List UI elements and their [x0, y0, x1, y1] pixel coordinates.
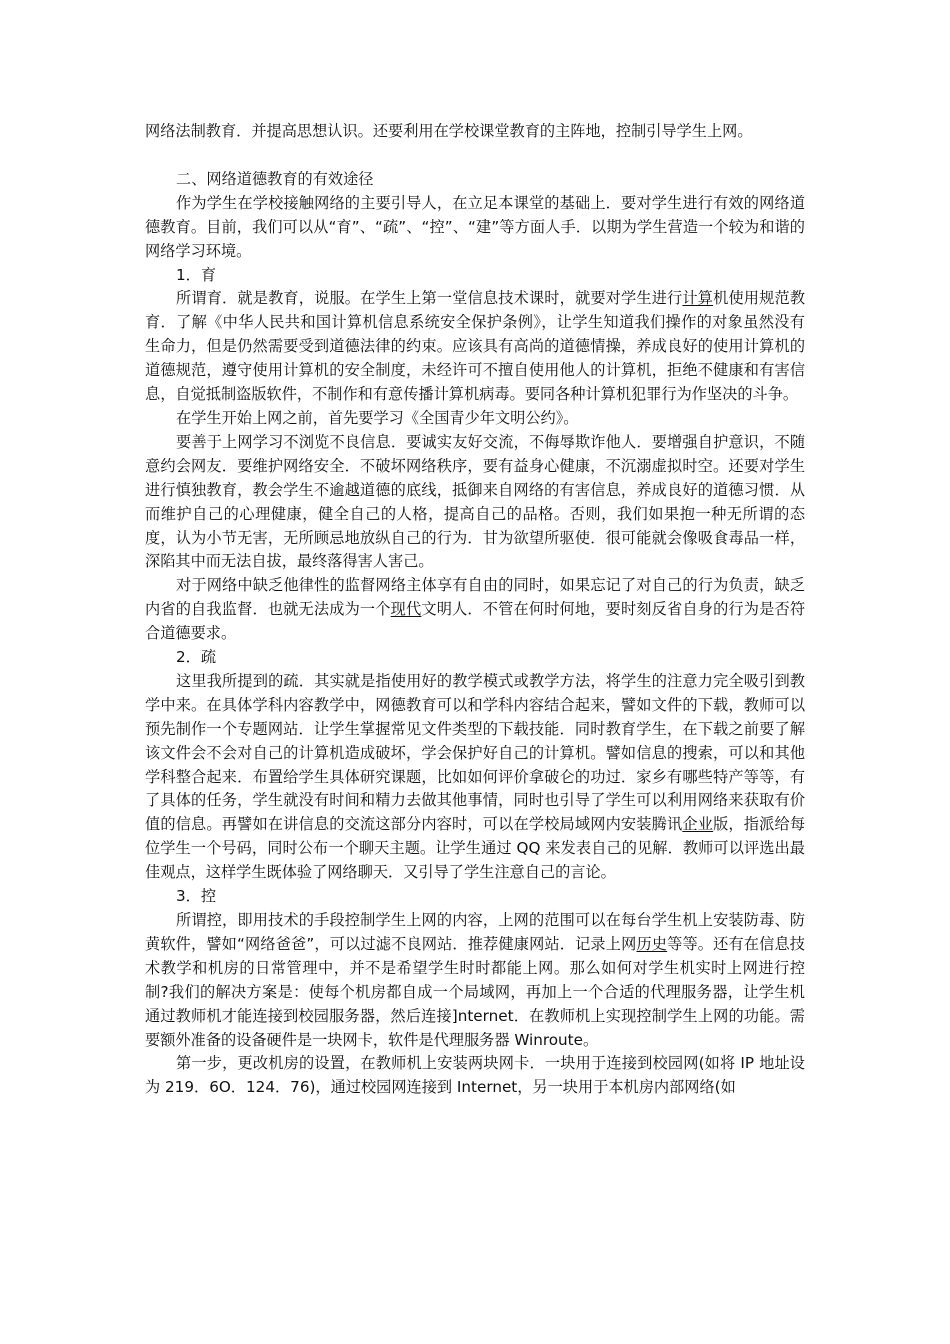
paragraph-gap	[145, 144, 805, 168]
subheading-shu: 2．疏	[176, 648, 217, 667]
link-enterprise[interactable]: 企业	[682, 815, 714, 834]
link-history[interactable]: 历史	[636, 934, 668, 953]
paragraph-kong-1	[145, 909, 805, 1052]
subheading-yu: 1．育	[176, 265, 217, 284]
paragraph-overview: 作为学生在学校接触网络的主要引导人，在立足本课堂的基础上．要对学生进行有效的网络道德教育。目前，我们可以从“育”、“疏”、“控”、“建”等方面人手．以期为学生营造一个较为和谐的网络学习环境。	[145, 193, 805, 260]
text-run: 所谓育．就是教育，说服。在学生上第一堂信息技术课时，就要对学生进行	[176, 289, 683, 308]
paragraph-intro: 网络法制教育．并提高思想认识。还要利用在学校课堂教育的主阵地，控制引导学生上网。	[145, 122, 753, 140]
paragraph-yu-4	[145, 574, 805, 646]
paragraph-yu-3: 要善于上网学习不浏览不良信息．要诚实友好交流，不侮辱欺诈他人．要增强自护意识，不随意约会网友．要维护网络安全．不破坏网络秩序，要有益身心健康，不沉溺虚拟时空。还要对学生进行慎独教育，教会学生不逾越道德的底线，抵御来自网络的有害信息，养成良好的道德习惯．从而维护自己的心理健康，健全自己的人格，提高自己的品格。否则，我们如果抱一种无所谓的态度，认为小节无害，无所顾忌地放纵自己的行为．甘为欲望所驱使．很可能就会像吸食毒品一样，深陷其中而无法自拔，最终落得害人害己。	[145, 432, 805, 571]
link-modern[interactable]: 现代	[390, 600, 422, 619]
document-body	[145, 120, 805, 1100]
text-run: 文明人．不管在何时何地，要时刻反省自身的行为是否符合道德要求。	[145, 600, 806, 643]
section-heading: 二、网络道德教育的有效途径	[176, 169, 374, 188]
text-run: 这里我所提到的疏．其实就是指使用好的教学模式或教学方法，将学生的注意力完全吸引到教学中来。在具体学科内容教学中，网德教育可以和学科内容结合起来，譬如文件的下载，教师可以预先制作一个专题网站．让学生掌握常见文件类型的下载技能．同时教育学生，在下载之前要了解该文件会不会对自己的计算机造成破坏，学会保护好自己的计算机。譬如信息的搜索，可以和其他学科整合起来．布置给学生具体研究课题，比如如何评价拿破仑的功过．家乡有哪些特产等等，有了具体的任务，学生就没有时间和精力去做其他事情，同时也引导了学生可以利用网络来获取有价值的信息。再譬如在讲信息的交流这部分内容时，可以在学校局域网内安装腾讯	[145, 671, 805, 834]
text-run: 机使用规范教育．了解《中华人民共和国计算机信息系统安全保护条例》，让学生知道我们操作的对象虽然没有生命力，但是仍然需要受到道德法律的约束。应该具有高尚的道德情操，养成良好的使用计算机的道德规范，遵守使用计算机的安全制度，未经许可不擅自使用他人的计算机，拒绝不健康和有害信息，自觉抵制盗版软件，不制作和有意传播计算机病毒。要同各种计算机犯罪行为作坚决的斗争。	[145, 289, 806, 404]
text-run: 等等。还有在信息技术教学和机房的日常管理中，并不是希望学生时时都能上网。那么如何对学生机实时上网进行控制?我们的解决方案是：使每个机房都自成一个局域网，再加上一个合适的代理服务器，让学生机通过教师机才能连接到校园服务器，然后连接]nternet．在教师机上实现控制学生上网的功能。需要额外准备的设备硬件是一块网卡，软件是代理服务器 Winroute。	[145, 934, 805, 1049]
paragraph-yu-1	[145, 287, 805, 407]
text-run: 对于网络中缺乏他律性的监督网络主体享有自由的同时，如果忘记了对自己的行为负责，缺乏内省的自我监督．也就无法成为一个	[145, 576, 805, 619]
paragraph-kong-2: 第一步，更改机房的设置，在教师机上安装两块网卡．一块用于连接到校园网(如将 IP 地址设为 219．6O．124．76)，通过校园网连接到 Internet，另一块用于本机房内部网络(如	[145, 1054, 805, 1097]
text-run: 版，指派给每位学生一个号码，同时公布一个聊天主题。让学生通过 QQ 来发表自己的见解．教师可以评选出最佳观点，这样学生既体验了网络聊天．又引导了学生注意自己的言论。	[145, 815, 806, 882]
paragraph-yu-2: 在学生开始上网之前，首先要学习《全国青少年文明公约》。	[176, 408, 579, 427]
paragraph-shu	[145, 670, 805, 885]
link-computer[interactable]: 计算	[682, 289, 714, 308]
text-run: 所谓控，即用技术的手段控制学生上网的内容，上网的范围可以在每台学生机上安装防毒、防黄软件，譬如“网络爸爸”，可以过滤不良网站．推荐健康网站．记录上网	[145, 911, 805, 953]
subheading-kong: 3．控	[176, 887, 217, 906]
